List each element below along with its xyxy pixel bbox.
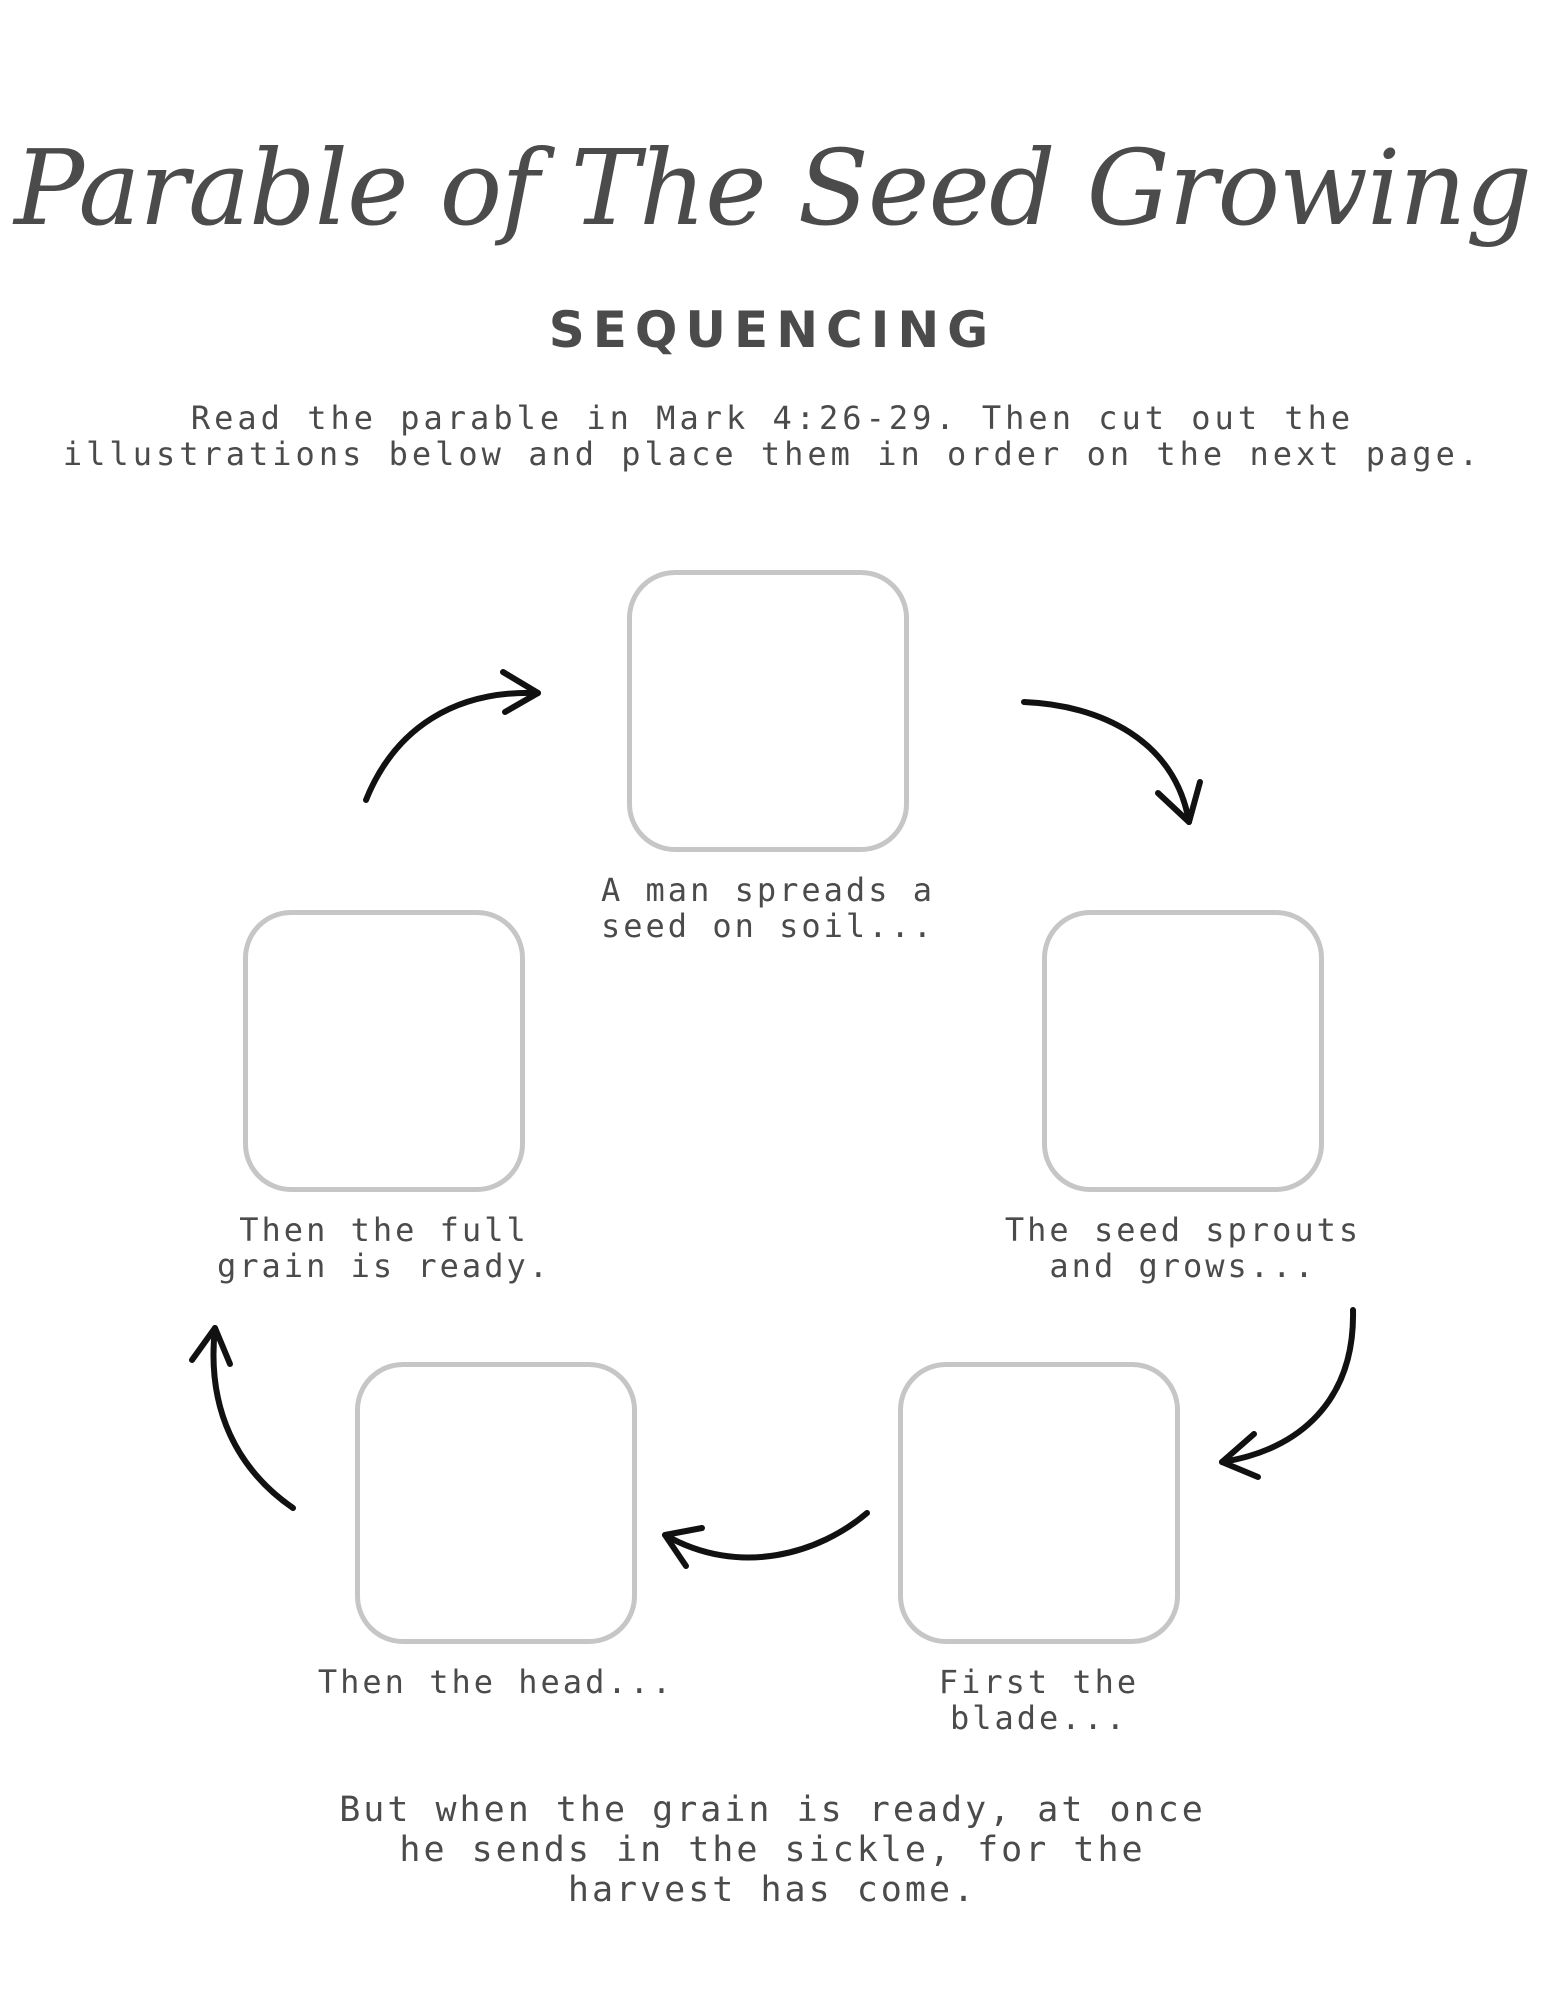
page-title: Parable of The Seed Growing [14,127,1531,249]
curved-arrow-icon [665,1513,867,1566]
illustration-box-step-1[interactable] [627,570,909,852]
curved-arrow-icon [366,672,538,800]
closing-verse-text: But when the grain is ready, at once he sends in the sickle, for the harvest has come. [339,1790,1206,1910]
curved-arrow-icon [1222,1310,1353,1477]
illustration-box-step-5[interactable] [243,910,525,1192]
curved-arrow-icon [1024,702,1200,822]
step-5-caption: Then the full grain is ready. [217,1211,551,1285]
instructions-text: Read the parable in Mark 4:26-29. Then cut out the illustrations below and place them in order on the next page. [62,399,1483,473]
step-1-caption: A man spreads a seed on soil... [601,871,935,945]
step-4-caption: Then the head... [317,1663,675,1701]
step-2-caption: The seed sprouts and grows... [1004,1211,1362,1285]
illustration-box-step-4[interactable] [355,1362,637,1644]
curved-arrow-icon [192,1328,293,1508]
step-3-caption: First the blade... [938,1663,1140,1737]
page-subtitle: SEQUENCING [548,301,997,359]
illustration-box-step-3[interactable] [898,1362,1180,1644]
illustration-box-step-2[interactable] [1042,910,1324,1192]
